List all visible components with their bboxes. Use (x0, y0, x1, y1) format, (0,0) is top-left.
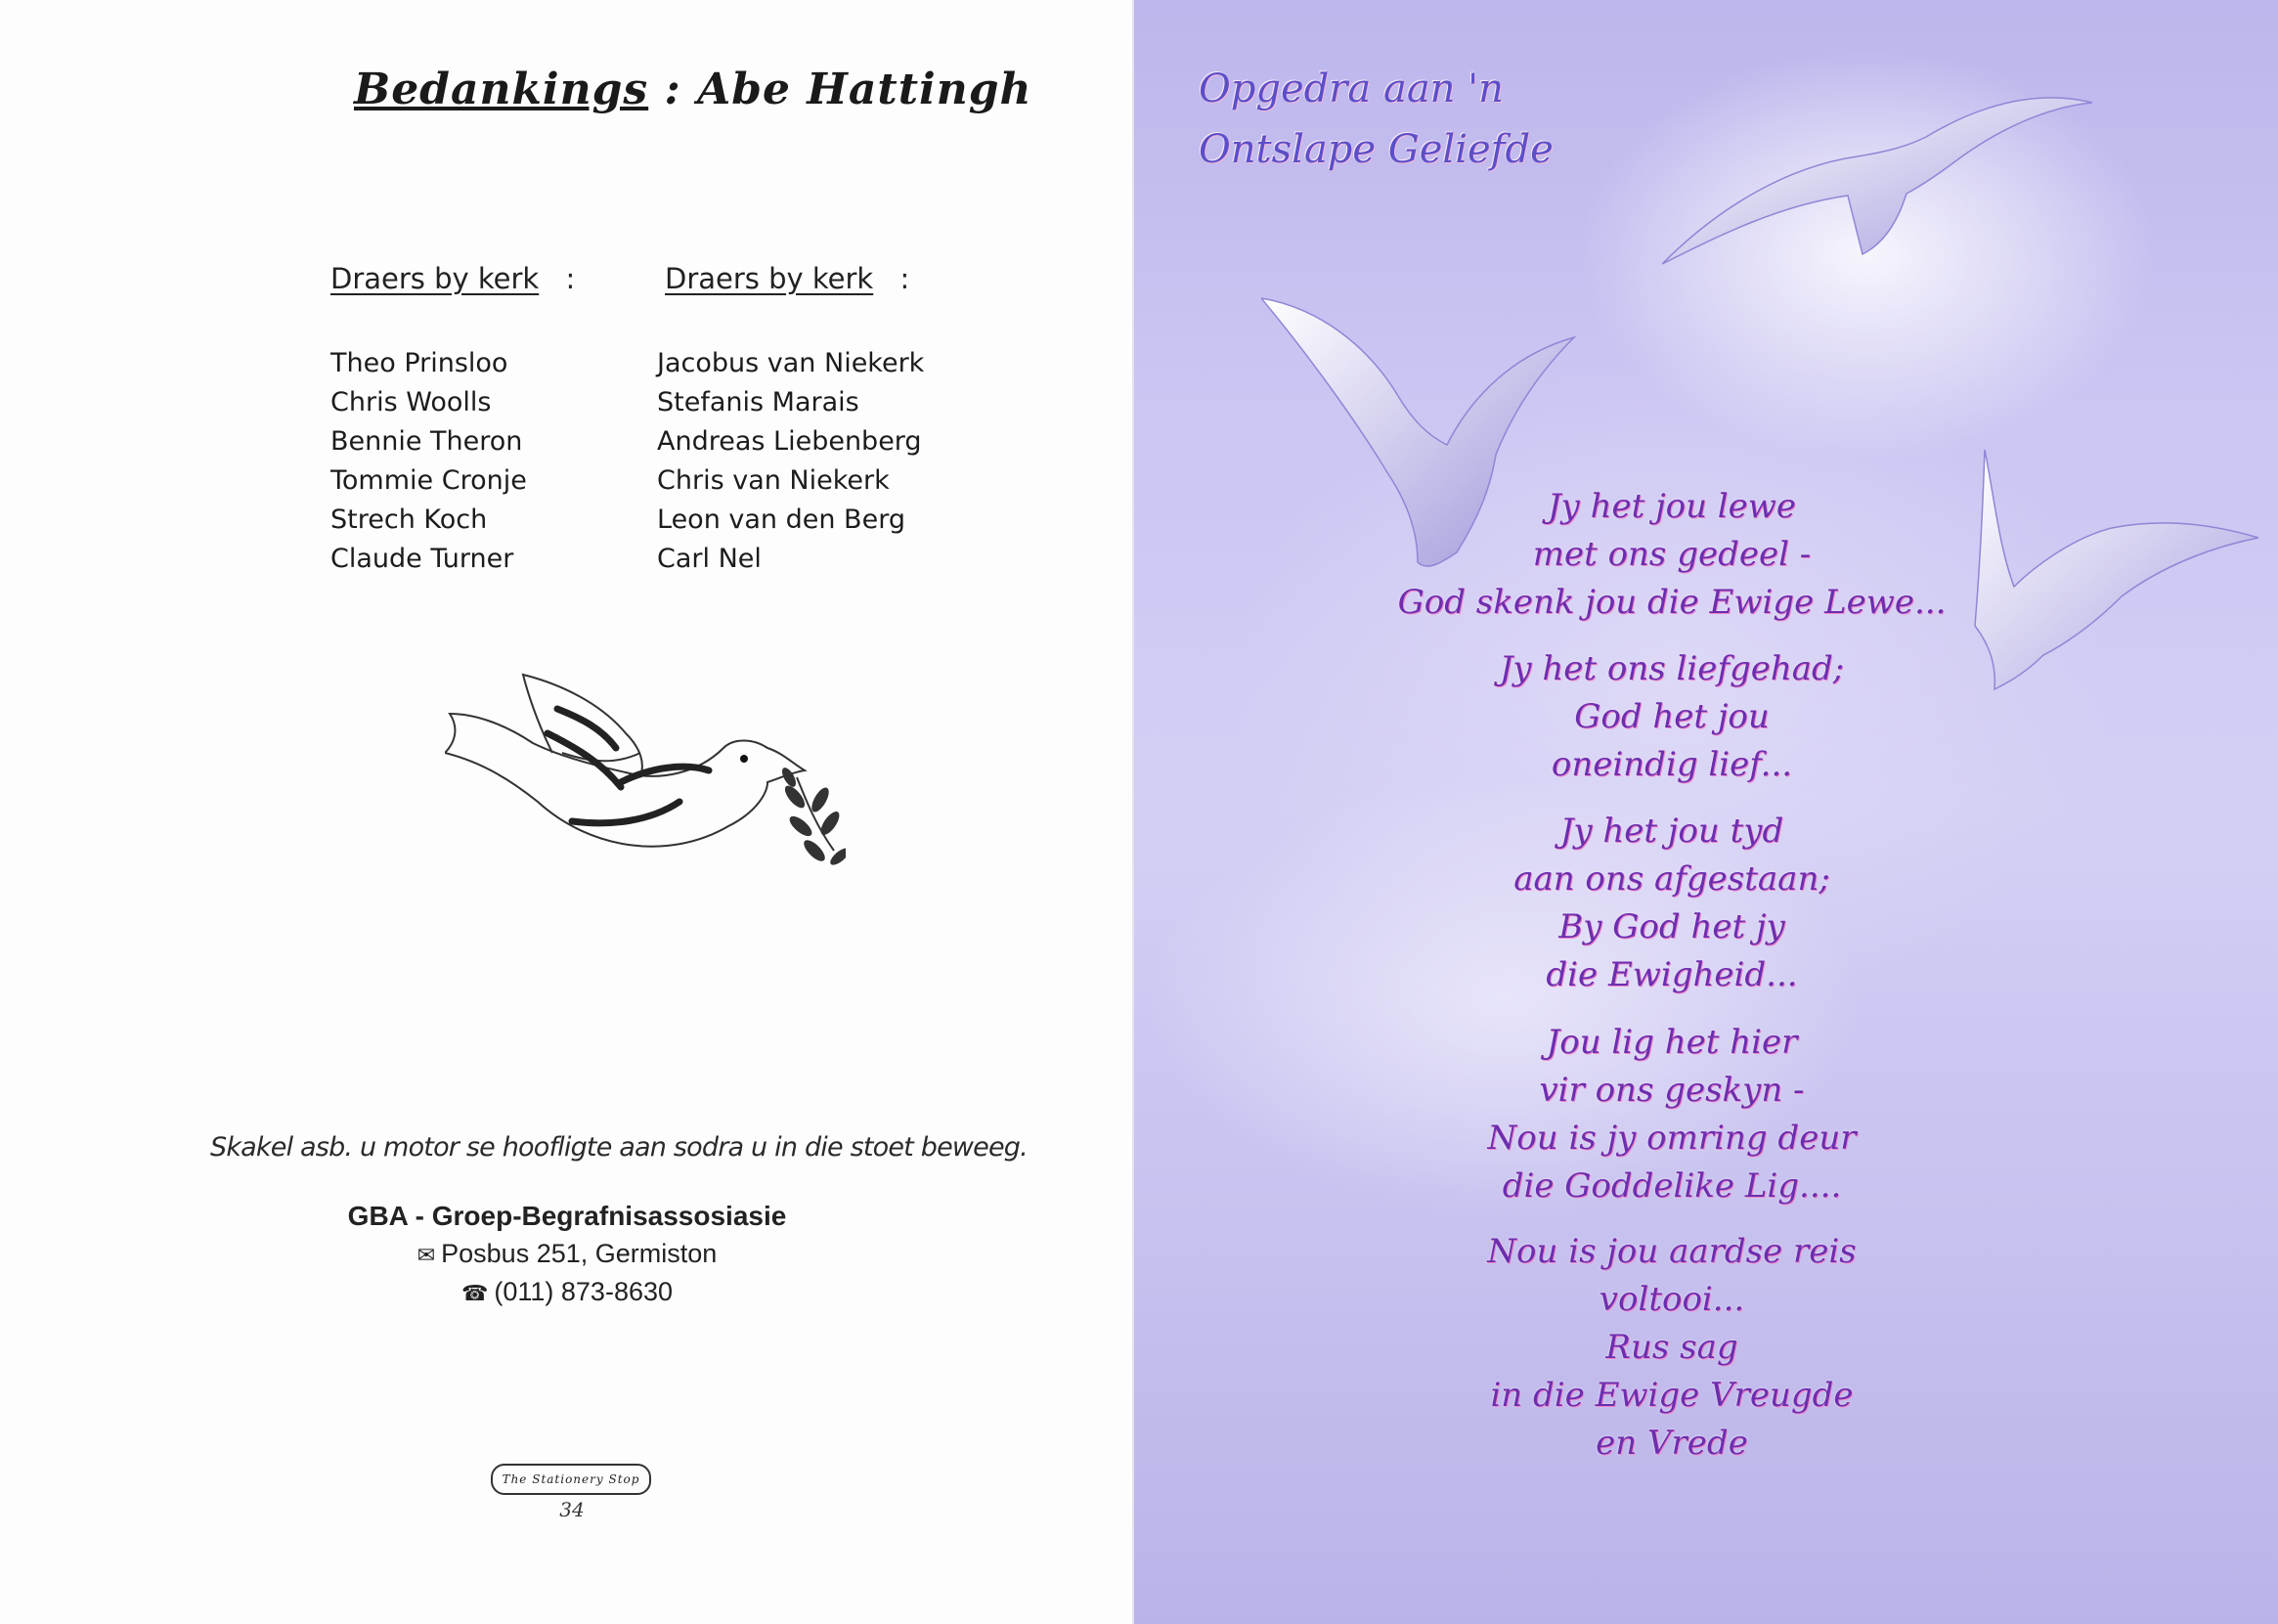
poem-stanza-4 (1232, 1019, 2112, 1210)
list-item: Theo Prinsloo (330, 348, 508, 378)
list-item: Carl Nel (657, 544, 762, 574)
poem-line: Jy het jou tyd (1559, 812, 1784, 851)
poem-line: die Goddelike Lig.... (1502, 1166, 1842, 1206)
headlights-notice: Skakel asb. u motor se hoofligte aan sodra u in die stoet beweeg. (210, 1132, 1028, 1163)
list-item: Chris Woolls (330, 387, 492, 417)
poem-line: Rus sag (1605, 1328, 1738, 1367)
poem-line: in die Ewige Vreugde (1490, 1376, 1854, 1415)
list-item: Stefanis Marais (657, 387, 859, 417)
poem-stanza-5 (1232, 1228, 2112, 1468)
gba-postal-line (0, 1239, 1134, 1269)
poem-line: Jy het ons liefgehad; (1499, 649, 1845, 688)
poem-line: Nou is jou aardse reis (1487, 1232, 1857, 1271)
poem-line: God het jou (1574, 697, 1770, 736)
column-2-heading (665, 262, 909, 295)
poem-line: die Ewigheid... (1546, 955, 1798, 994)
list-item: Leon van den Berg (657, 505, 905, 535)
poem-line: oneindig lief... (1551, 745, 1793, 784)
poem-line: met ons gedeel - (1532, 535, 1812, 574)
gba-phone: (011) 873-8630 (494, 1277, 674, 1306)
stationery-stamp: The Stationery Stop (491, 1464, 651, 1495)
right-page (1134, 0, 2278, 1624)
poem-line: aan ons afgestaan; (1513, 859, 1830, 899)
gba-name: GBA - Groep-Begrafnisassosiasie (347, 1201, 787, 1231)
list-item: Strech Koch (330, 505, 488, 535)
poem-title (1199, 59, 1554, 180)
poem-line: en Vrede (1596, 1424, 1748, 1463)
poem-stanza-3 (1232, 808, 2112, 999)
column-2-colon: : (899, 262, 910, 295)
column-1-heading (330, 262, 575, 295)
poem-line: voltooi... (1599, 1280, 1745, 1319)
poem-line: By God het jy (1558, 907, 1785, 946)
column-2-heading-text: Draers by kerk (665, 262, 874, 295)
column-2-names (657, 344, 924, 579)
list-item: Jacobus van Niekerk (657, 348, 925, 378)
column-1-colon: : (565, 262, 576, 295)
envelope-icon: ✉ (416, 1243, 436, 1267)
column-1-names (330, 344, 527, 579)
page-number: 34 (559, 1498, 585, 1521)
title-name: Abe Hattingh (697, 65, 1032, 114)
list-item: Andreas Liebenberg (657, 426, 922, 457)
gba-postal: Posbus 251, Germiston (441, 1239, 718, 1268)
poem-title-line: Opgedra aan 'n (1199, 66, 1504, 111)
poem-line: Jou lig het hier (1546, 1023, 1798, 1062)
poem-line: vir ons geskyn - (1539, 1071, 1805, 1110)
dove-olive-branch-icon (445, 655, 846, 890)
poem-line: Nou is jy omring deur (1487, 1119, 1857, 1158)
list-item: Claude Turner (330, 544, 514, 574)
list-item: Chris van Niekerk (657, 465, 890, 496)
column-1-heading-text: Draers by kerk (330, 262, 540, 295)
gba-phone-line (0, 1277, 1134, 1307)
title-separator: : (648, 65, 698, 114)
poem-line: Jy het jou lewe (1547, 487, 1797, 526)
poem-title-line: Ontslape Geliefde (1199, 127, 1554, 172)
telephone-icon: ☎ (460, 1281, 489, 1305)
left-page (0, 0, 1134, 1624)
dove-eye-icon (740, 755, 748, 763)
page-title (354, 65, 1032, 114)
poem-line: God skenk jou die Ewige Lewe... (1397, 583, 1947, 622)
list-item: Tommie Cronje (330, 465, 527, 496)
seagull-icon (1662, 78, 2092, 284)
list-item: Bennie Theron (330, 426, 523, 457)
title-bedankings: Bedankings (354, 65, 649, 114)
poem-stanza-2 (1232, 645, 2112, 789)
poem-stanza-1 (1232, 483, 2112, 627)
